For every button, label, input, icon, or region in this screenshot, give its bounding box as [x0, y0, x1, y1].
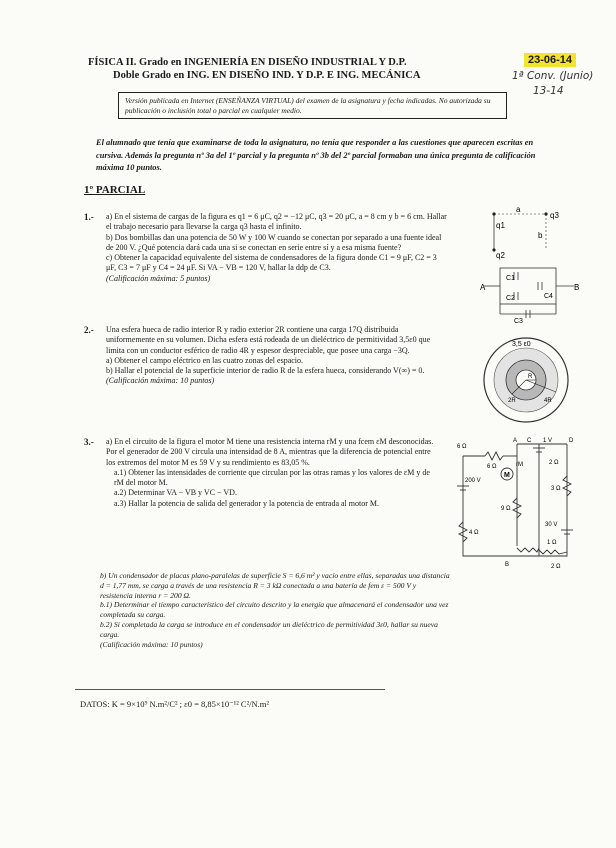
charge-q3-label: q3 — [550, 211, 559, 220]
source-30v-label: 30 V — [545, 522, 558, 528]
instructions-paragraph: El alumnado que tenía que examinarse de toda la asignatura, no tenía que responder a las cuestiones que aparecen escritas en cursiva. Además la pregunta nº 3a del 1º parcial y la pregunta nº 3b del 2º parcial formaban una única pregunta de calificación máxima 10 puntos. — [96, 138, 536, 172]
charge-q2-label: q2 — [496, 251, 505, 260]
question-3a3: a.3) Hallar la potencia de salida del generador y la potencia de entrada al motor M. — [114, 498, 379, 508]
question-2a: a) Obtener el campo eléctrico en las cuatro zonas del espacio. — [106, 355, 304, 365]
question-1-score: (Calificación máxima: 5 puntos) — [106, 273, 211, 283]
question-3b-block — [100, 571, 450, 649]
question-1a: a) En el sistema de cargas de la figura es q1 = 6 μC, q2 = −12 μC, q3 = 20 μC, a = 8 cm y b = 6 cm. Hallar el trabajo necesario para llevarse la carga q3 hasta el infinito. — [106, 212, 447, 232]
circuit-figure — [455, 436, 575, 570]
charges-figure — [492, 206, 559, 260]
question-2b: b) Hallar el potencial de la superficie interior de radio R de la esfera hueca, considerando V(∞) = 0. — [106, 366, 425, 376]
radius-R-label: R — [528, 374, 533, 380]
question-3b: b) Un condensador de placas plano-paralelas de superficie S = 6,6 m² y vacío entre ellas, separadas una distancia d = 1,77 mm, se carga a través de una resistencia R = 3 kΩ conectada a una batería de fem ε = 500 V y resistencia interna r = 200 Ω. — [100, 571, 450, 600]
c3-label: C3 — [514, 318, 523, 325]
resistor-4ohm-label: 4 Ω — [469, 530, 479, 536]
question-1c: c) Obtener la capacidad equivalente del sistema de condensadores de la figura donde C1 = 9 μF, C2 = 3 μF, C3 = 7 μF y C4 = 24 μF. Si VA − VB = 120 V, hallar la ddp de C3. — [106, 253, 437, 273]
handwritten-note-year: 13-14 — [533, 85, 564, 97]
section-title: 1º PARCIAL — [84, 184, 146, 196]
resistor-2ohm-b-label: 2 Ω — [551, 564, 561, 570]
node-C-label: C — [527, 438, 532, 444]
node-A-label: A — [480, 283, 486, 292]
question-2 — [106, 325, 448, 387]
question-1-number: 1.- — [84, 212, 94, 222]
distance-a-label: a — [516, 206, 521, 214]
node-A-circuit-label: A — [513, 438, 518, 444]
question-1-figures — [480, 206, 580, 326]
footer-divider — [75, 689, 385, 690]
c2-label: C2 — [506, 295, 515, 302]
question-3a2: a.2) Determinar VA − VB y VC − VD. — [114, 488, 237, 498]
question-3a-block — [106, 437, 440, 509]
question-1b: b) Dos bombillas dan una potencia de 50 W y 100 W cuando se conectan por separado a una fuente ideal de 200 V. ¿Qué potencia dará cada una si se conectan en serie entre sí y a esa misma fuente? — [106, 232, 442, 252]
question-3a: a) En el circuito de la figura el motor M tiene una resistencia interna rM y una fcem εM desconocidas. Por el generador de 200 V circula una intensidad de 8 A, mientras que la diferencia de potencial entre los extremos del motor M es 59 V y su rendimiento es 83,05 %. — [106, 437, 434, 467]
course-title: FÍSICA II. Grado en INGENIERÍA EN DISEÑO INDUSTRIAL Y D.P. — [88, 57, 407, 68]
question-3-score: (Calificación máxima: 10 puntos) — [100, 639, 203, 649]
resistor-3ohm-label: 3 Ω — [551, 486, 561, 492]
source-200v-label: 200 V — [465, 478, 481, 484]
question-1 — [106, 212, 448, 284]
capacitors-figure — [484, 268, 574, 318]
question-3-number: 3.- — [84, 437, 94, 447]
charge-q1-label: q1 — [496, 221, 505, 230]
question-3b1: b.1) Determinar el tiempo característico del circuito descrito y la energía que almacenará el condensador una vez completada su carga. — [100, 600, 449, 620]
radius-2R-label: 2R — [508, 398, 516, 404]
question-2-statement: Una esfera hueca de radio interior R y radio exterior 2R contiene una carga 17Q distribuida uniformemente en su volumen. Dicha esfera está rodeada de un dieléctrico de permitividad 3,5ε0 que limita con un conductor esférico de radio 4R y espesor despreciable, que posee una carga −3Q. — [106, 325, 431, 355]
publication-notice: Versión publicada en Internet (ENSEÑANZA VIRTUAL) del examen de la asignatura y fecha indicadas. No autorizada su publicación o inclusión total o parcial en cualquier medio. — [118, 92, 507, 119]
handwritten-note-convocatoria: 1ª Conv. (Junio) — [512, 70, 594, 82]
question-3a1: a.1) Obtener las intensidades de corriente que circulan por las otras ramas y los valores de εM y de rM del motor M. — [114, 467, 430, 488]
resistor-6ohm-label: 6 Ω — [487, 464, 497, 470]
source-1v-label: 1 V — [543, 438, 553, 444]
resistor-6ohm-b-label: 6 Ω — [457, 444, 467, 450]
node-D-label: D — [569, 438, 574, 444]
motor-rM-label: rM — [516, 462, 523, 468]
resistor-1ohm-label: 1 Ω — [547, 540, 557, 546]
degree-title: Doble Grado en ING. EN DISEÑO IND. Y D.P. E ING. MECÁNICA — [113, 70, 421, 81]
resistor-2ohm-label: 2 Ω — [549, 460, 559, 466]
question-2-score: (Calificación máxima: 10 puntos) — [106, 376, 215, 386]
node-B-label: B — [574, 283, 580, 292]
distance-b-label: b — [538, 231, 543, 240]
c4-label: C4 — [544, 293, 553, 300]
dielectric-permittivity-label: 3,5 ε0 — [512, 341, 531, 348]
motor-M-label: M — [504, 472, 510, 479]
exam-date: 23-06-14 — [524, 53, 576, 67]
constants-data: DATOS: K = 9×10⁹ N.m²/C² ; ε0 = 8,85×10⁻¹² C²/N.m² — [80, 699, 269, 709]
sphere-figure — [478, 330, 574, 426]
question-3b2: b.2) Si completada la carga se introduce en el condensador un dieléctrico de permitividad 3ε0, hallar su nueva carga. — [100, 619, 438, 639]
resistor-9ohm-label: 9 Ω — [501, 506, 511, 512]
node-B-circuit-label: B — [505, 562, 510, 568]
radius-4R-label: 4R — [544, 398, 552, 404]
question-2-number: 2.- — [84, 325, 94, 335]
c1-label: C1 — [506, 275, 515, 282]
